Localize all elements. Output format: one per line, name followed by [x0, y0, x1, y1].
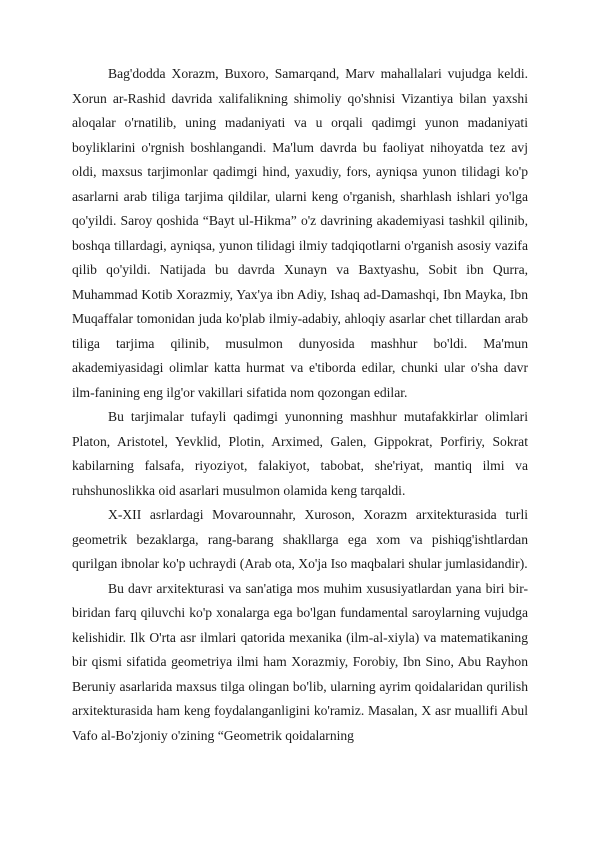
paragraph-1: Bag'dodda Xorazm, Buxoro, Samarqand, Marv mahallalari vujudga keldi. Xorun ar-Rashid davrida xalifalikning shimoliy qo'shnisi Vizantiya bilan yaxshi aloqalar o'rnatilib, uning madaniyati va u orqali qadimgi yunon madaniyati boyliklarini o'rgnish boshlangandi. Ma'lum davrda bu faoliyat nihoyatda tez avj oldi, maxsus tarjimonlar qadimgi hind, yaxudiy, fors, ayniqsa yunon tilidagi ko'p asarlarni arab tiliga tarjima qildilar, ularni keng o'rganish, sharhlash ishlari yo'lga qo'yildi. Saroy qoshida “Bayt ul-Hikma” o'z davrining akademiyasi tashkil qilinib, boshqa tillardagi, ayniqsa, yunon tilidagi ilmiy tadqiqotlarni o'rganish asosiy vazifa qilib qo'yildi. Natijada bu davrda Xunayn va Baxtyashu, Sobit ibn Qurra, Muhammad Kotib Xorazmiy, Yax'ya ibn Adiy, Ishaq ad-Damashqi, Ibn Mayka, Ibn Muqaffalar tomonidan juda ko'plab ilmiy-adabiy, ahloqiy asarlar chet tillardan arab tiliga tarjima qilinib, musulmon dunyosida mashhur bo'ldi. Ma'mun akademiyasidagi olimlar katta hurmat va e'tiborda edilar, chunki ular o'sha davr ilm-fanining eng ilg'or vakillari sifatida nom qozongan edilar. — [72, 66, 528, 400]
paragraph-3: X-XII asrlardagi Movarounnahr, Xuroson, Xorazm arxitekturasida turli geometrik bezaklarga, rang-barang shakllarga ega xom va pishiqg'ishtlardan qurilgan ibnolar ko'p uchraydi (Arab ota, Xo'ja Iso maqbalari shular jumlasidandir). — [72, 507, 528, 571]
body-text — [72, 62, 528, 748]
paragraph-2: Bu tarjimalar tufayli qadimgi yunonning mashhur mutafakkirlar olimlari Platon, Aristotel, Yevklid, Plotin, Arximed, Galen, Gippokrat, Porfiriy, Sokrat kabilarning falsafa, riyoziyot, falakiyot, tabobat, she'riyat, mantiq ilmi va ruhshunoslikka oid asarlari musulmon olamida keng tarqaldi. — [72, 409, 528, 498]
paragraph-4: Bu davr arxitekturasi va san'atiga mos muhim xususiyatlardan yana biri bir-biridan farq qiluvchi ko'p xonalarga ega bo'lgan fundamental saroylarning vujudga kelishidir. Ilk O'rta asr ilmlari qatorida mexanika (ilm-al-xiyla) va matematikaning bir qismi sifatida geometriya ilmi ham Xorazmiy, Forobiy, Ibn Sino, Abu Rayhon Beruniy asarlarida maxsus tilga olingan bo'lib, ularning ayrim qoidalaridan qurilish arxitekturasida ham keng foydalanganligini ko'ramiz. Masalan, X asr muallifi Abul Vafo al-Bo'zjoniy o'zining “Geometrik qoidalarning — [72, 580, 528, 743]
